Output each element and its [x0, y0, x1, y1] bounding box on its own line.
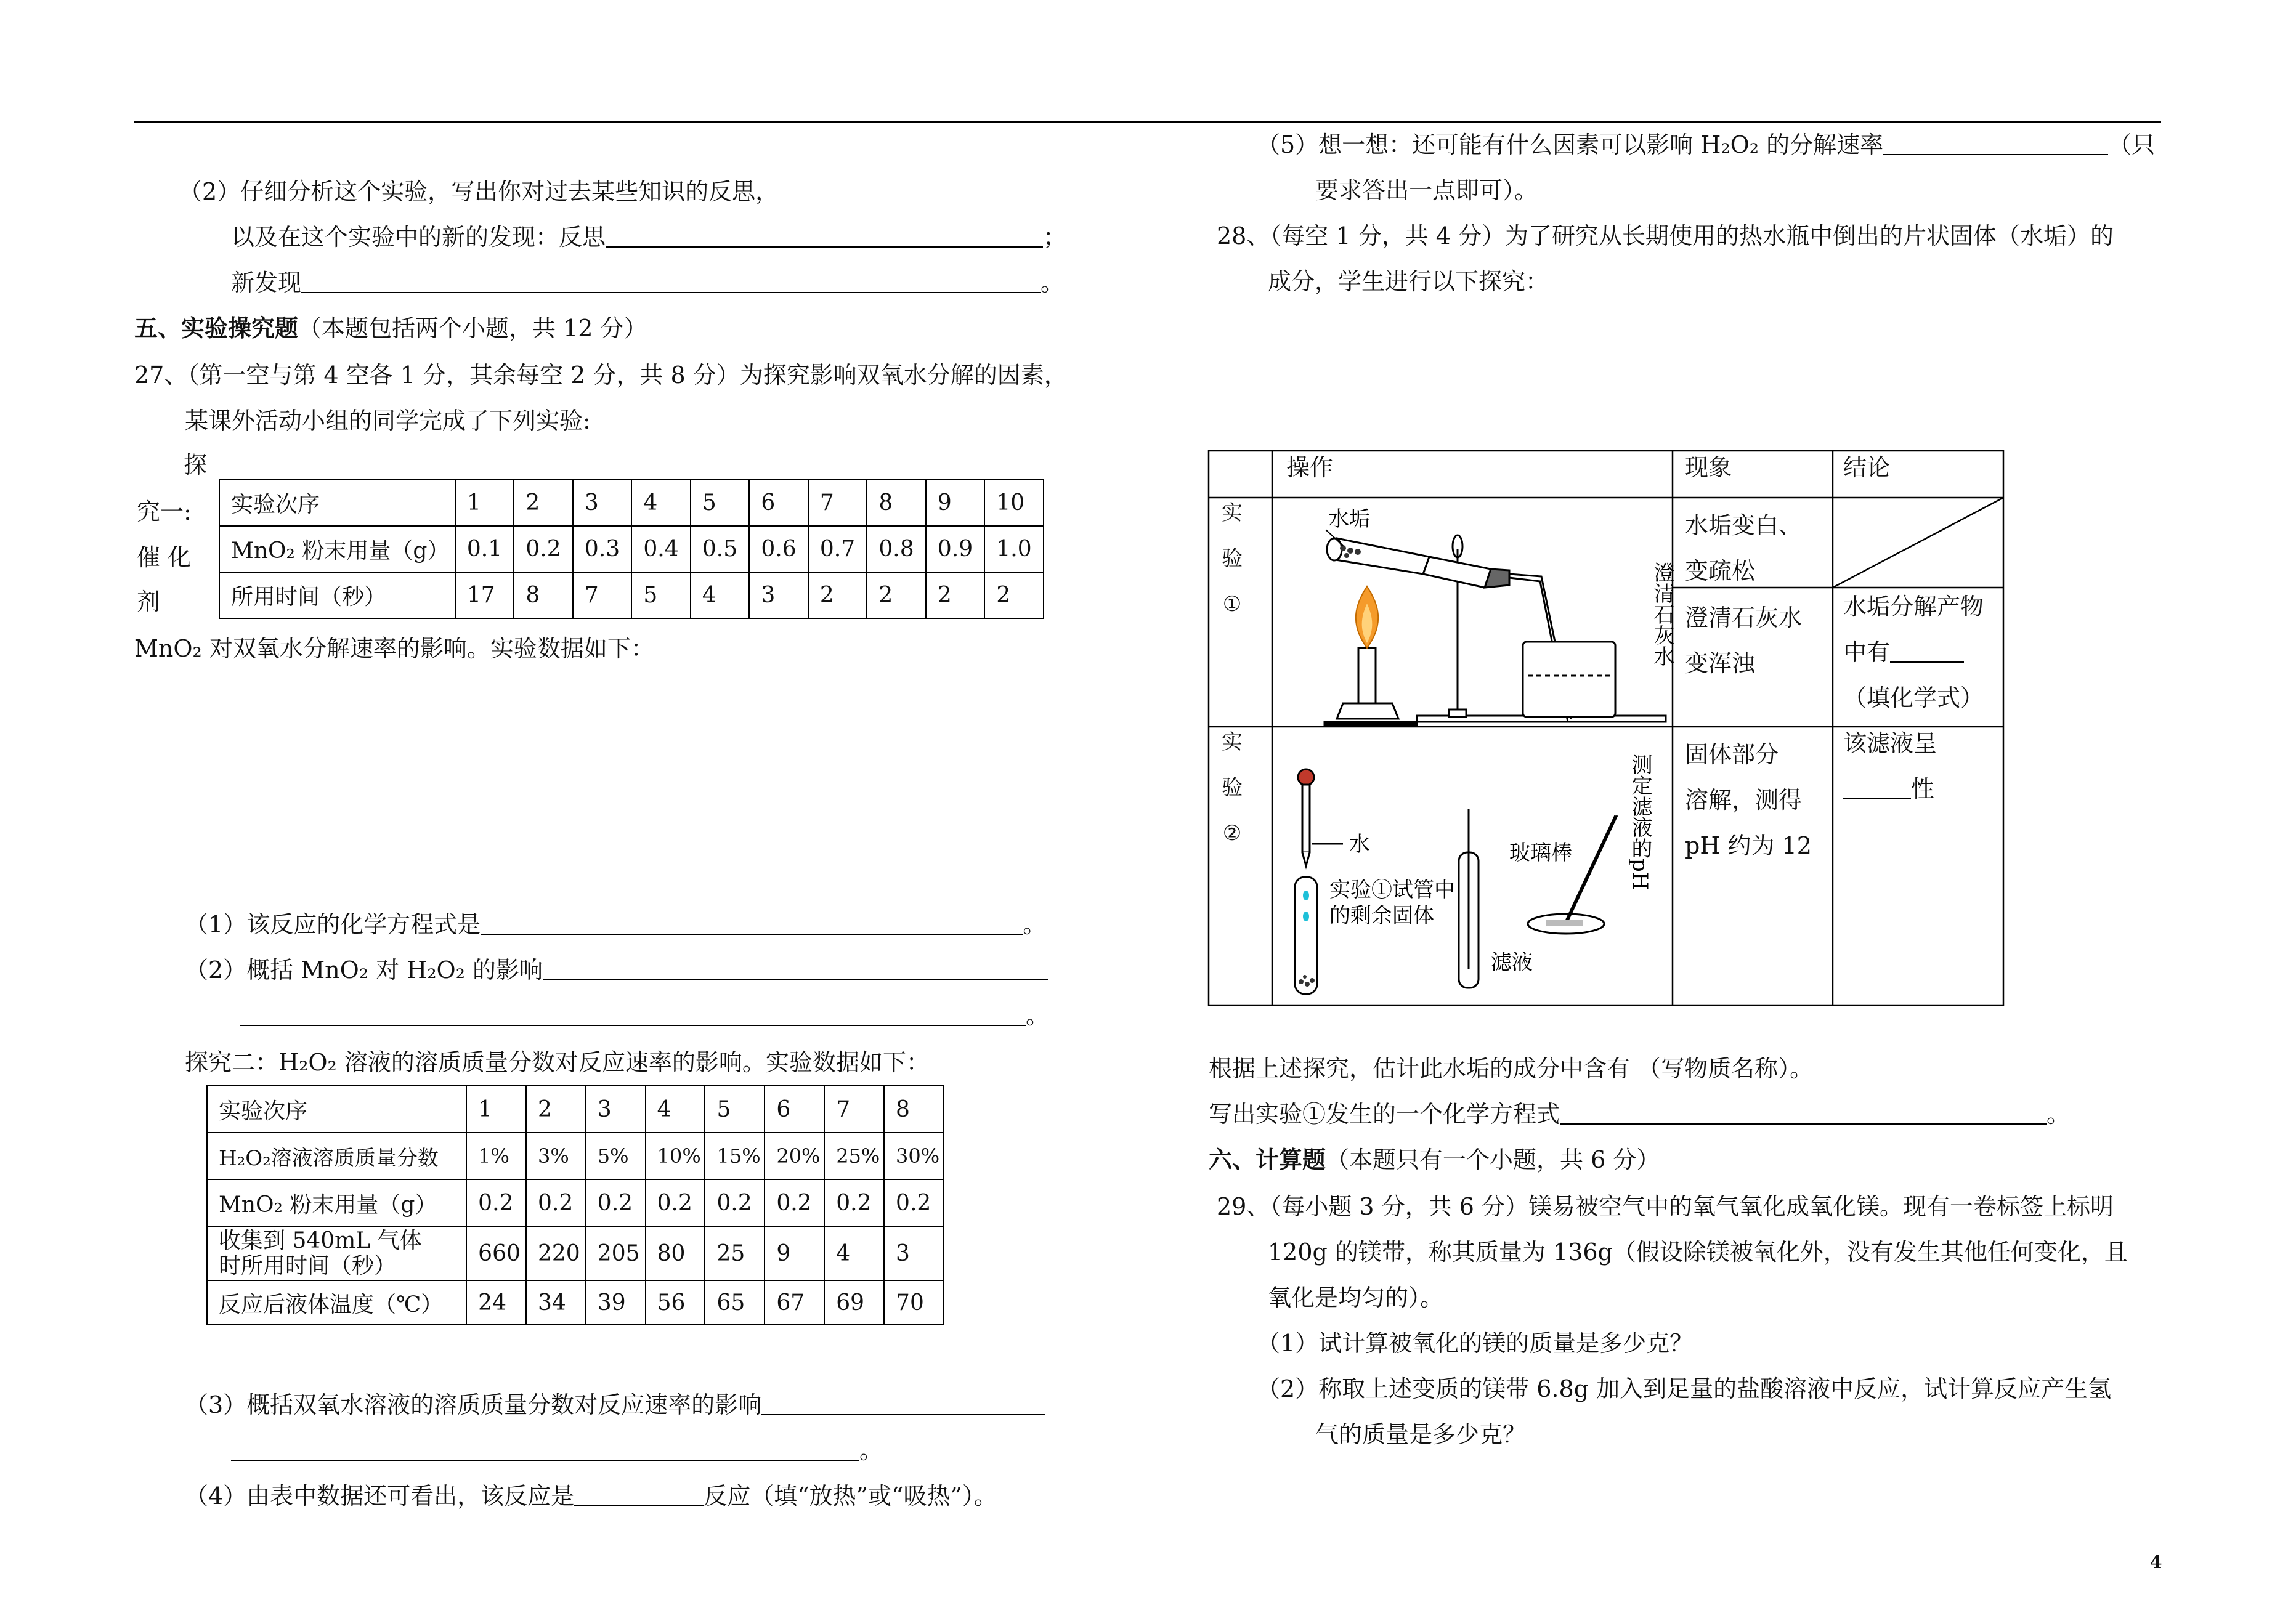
explore1-side-1: 探 [184, 451, 208, 479]
q29-2-line2: 气的质量是多少克？ [1315, 1421, 1527, 1448]
q27-1-label: （1）该反应的化学方程式是 [185, 911, 481, 938]
table-cell: 30% [884, 1133, 944, 1179]
ph-test-illustration [1275, 729, 1669, 1004]
table-cell: 56 [646, 1280, 705, 1325]
table-cell: 10 [984, 480, 1044, 526]
heating-apparatus-illustration [1275, 500, 1674, 726]
table-cell: 8 [514, 572, 573, 618]
explore1-side-4: 剂 [137, 588, 161, 615]
table-cell: 0.2 [466, 1179, 526, 1226]
section6-title: 六、计算题 [1209, 1146, 1326, 1173]
table-cell: 34 [526, 1280, 586, 1325]
exp1-phenomenon-a: 水垢变白、 变疏松 [1685, 512, 1803, 585]
table-cell: 70 [884, 1280, 944, 1325]
table-cell: 1% [466, 1133, 526, 1179]
exp2-label-2: 验 [1222, 775, 1243, 800]
table-cell: 9 [765, 1226, 824, 1280]
exp2-conclusion-a: 该滤液呈 [1843, 730, 1937, 757]
table-cell: H₂O₂溶液溶质质量分数 [207, 1133, 466, 1179]
table-cell: 2 [984, 572, 1044, 618]
ph-paper [1546, 920, 1583, 926]
table-cell: 1.0 [984, 526, 1044, 572]
q28-after2-label: 写出实验①发生的一个化学方程式 [1209, 1101, 1560, 1128]
table-cell: 0.8 [867, 526, 926, 572]
q27-3-label: （3）概括双氧水溶液的溶质质量分数对反应速率的影响 [185, 1391, 762, 1418]
table3-header-phenomenon: 现象 [1685, 454, 1732, 481]
exp1-label-3: ① [1222, 592, 1242, 616]
exp1-phenomenon-b: 澄清石灰水 变浑浊 [1685, 604, 1803, 677]
table-cell: 0.7 [808, 526, 867, 572]
table-cell: 2 [867, 572, 926, 618]
table-cell: 4 [691, 572, 750, 618]
q28-line2: 成分，学生进行以下探究： [1268, 268, 1549, 295]
section6-heading [1209, 1148, 1660, 1171]
q28-line1: 28、（每空 1 分，共 4 分）为了研究从长期使用的热水瓶中倒出的片状固体（水垢）的 [1217, 222, 2114, 249]
table-cell: 0.9 [926, 526, 985, 572]
tube-end [1327, 538, 1342, 560]
table-cell: 0.2 [824, 1179, 884, 1226]
period: 。 [1023, 911, 1047, 938]
table-cell: 15% [705, 1133, 765, 1179]
table-cell: 10% [646, 1133, 705, 1179]
exp1-label-1: 实 [1222, 501, 1243, 525]
explore1-after: MnO₂ 对双氧水分解速率的影响。实验数据如下： [134, 635, 654, 662]
q27-2-label: （2）概括 MnO₂ 对 H₂O₂ 的影响 [185, 956, 543, 984]
dropper-tip [1302, 852, 1310, 866]
table-cell: 4 [824, 1226, 884, 1280]
q29-2-line1: （2）称取上述变质的镁带 6.8g 加入到足量的盐酸溶液中反应，试计算反应产生氢 [1257, 1375, 2112, 1402]
exp1-conclusion-label: 中有 [1843, 639, 1891, 666]
period: 。 [1026, 1002, 1050, 1029]
explore1-side-3: 催 化 [137, 544, 192, 571]
table-cell: 660 [466, 1226, 526, 1280]
table-cell: 2 [926, 572, 985, 618]
table-cell: 所用时间（秒） [219, 572, 455, 618]
table-cell: 0.2 [884, 1179, 944, 1226]
table-cell: 0.5 [691, 526, 750, 572]
table-cell: 0.2 [705, 1179, 765, 1226]
q27-line2: 某课外活动小组的同学完成了下列实验: [185, 407, 591, 434]
table-cell: 8 [884, 1086, 944, 1133]
table-cell: 25 [705, 1226, 765, 1280]
table-cell: 3 [749, 572, 808, 618]
table-cell: 7 [824, 1086, 884, 1133]
section5-title: 五、实验操究题 [134, 315, 299, 342]
flame-icon [1356, 586, 1378, 648]
q27-4-label: （4）由表中数据还可看出，该反应是 [185, 1482, 575, 1510]
table-cell: 205 [586, 1226, 646, 1280]
q29-1: （1）试计算被氧化的镁的质量是多少克？ [1257, 1330, 1694, 1357]
table-cell: 220 [526, 1226, 586, 1280]
exp2-label-1: 实 [1222, 730, 1243, 754]
table-cell: 实验次序 [219, 480, 455, 526]
period: 。 [1041, 269, 1065, 296]
label-filtrate: 滤液 [1491, 950, 1533, 975]
stand-foot [1449, 709, 1466, 717]
exp1-conclusion-2 [1843, 641, 1964, 664]
ph-nature-blank[interactable] [1843, 777, 1911, 799]
label-residue-2: 的剩余固体 [1329, 903, 1434, 928]
table-cell: 0.4 [631, 526, 691, 572]
table-cell: 25% [824, 1133, 884, 1179]
table-cell: 80 [646, 1226, 705, 1280]
label-measure-ph: 测定滤液的pH [1628, 754, 1652, 891]
q27-5-tail: （只 [2108, 131, 2156, 158]
label-scale: 水垢 [1328, 507, 1370, 532]
table-cell: MnO₂ 粉末用量（g） [207, 1179, 466, 1226]
dropper-bulb [1298, 769, 1314, 785]
table-cell: 39 [586, 1280, 646, 1325]
q29-line3: 氧化是均匀的）。 [1268, 1284, 1444, 1311]
q27-5-line2: 要求答出一点即可）。 [1315, 177, 1538, 204]
label-water: 水 [1349, 832, 1370, 857]
lamp-base [1337, 703, 1398, 719]
table-cell: 1 [455, 480, 514, 526]
exp2-conclusion-b [1843, 777, 1934, 801]
table-cell: 1 [466, 1086, 526, 1133]
table-cell: 0.2 [765, 1179, 824, 1226]
q29-line2: 120g 的镁带，称其质量为 136g（假设除镁被氧化外，没有发生其他任何变化，且 [1268, 1239, 2128, 1266]
semicolon: ； [1043, 224, 1067, 251]
table-cell: 2 [808, 572, 867, 618]
label-limewater: 澄清石灰水 [1650, 562, 1674, 666]
table-cell: MnO₂ 粉末用量（g） [219, 526, 455, 572]
page-number: 4 [2150, 1552, 2162, 1572]
exp1-conclusion-1: 水垢分解产物 [1843, 593, 1984, 620]
table-cell: 4 [631, 480, 691, 526]
table-cell: 3 [884, 1226, 944, 1280]
table-cell: 3 [586, 1086, 646, 1133]
section6-note: （本题只有一个小题，共 6 分） [1326, 1146, 1660, 1173]
exp2-phenomenon: 固体部分 溶解，测得 pH 约为 12 [1685, 741, 1812, 860]
table-cell: 2 [514, 480, 573, 526]
table-cell: 反应后液体温度（℃） [207, 1280, 466, 1325]
explore1-side-2: 究一: [137, 498, 192, 525]
exp2-conclusion-tail: 性 [1911, 775, 1935, 802]
table-cell: 4 [646, 1086, 705, 1133]
table-cell: 67 [765, 1280, 824, 1325]
table-cell: 8 [867, 480, 926, 526]
table-cell: 0.6 [749, 526, 808, 572]
label-residue-1: 实验①试管中 [1329, 878, 1455, 902]
exp1-label-2: 验 [1222, 546, 1243, 571]
lamp-chimney [1358, 648, 1376, 703]
table-cell: 5 [631, 572, 691, 618]
label-glass-rod: 玻璃棒 [1509, 841, 1572, 865]
q27-5-label: （5）想一想：还可能有什么因素可以影响 H₂O₂ 的分解速率 [1257, 131, 1884, 158]
beaker [1523, 642, 1615, 717]
table-cell: 20% [765, 1133, 824, 1179]
q28-after1: 根据上述探究，估计此水垢的成分中含有 （写物质名称）。 [1209, 1055, 1814, 1082]
glass-rod-2-edge [1567, 815, 1617, 923]
table-cell: 收集到 540mL 气体 时所用时间（秒） [207, 1226, 466, 1280]
exp1-conclusion-3: （填化学式） [1843, 684, 1984, 711]
glass-rod-2 [1565, 815, 1615, 923]
table-cell: 0.2 [586, 1179, 646, 1226]
q26-2-reflection-label: 以及在这个实验中的新的发现：反思 [231, 224, 606, 251]
table-cell: 17 [455, 572, 514, 618]
period: 。 [859, 1437, 883, 1464]
table-cell: 5% [586, 1133, 646, 1179]
section5-note: （本题包括两个小题，共 12 分） [298, 315, 647, 342]
table-cell: 24 [466, 1280, 526, 1325]
table-cell: 0.3 [573, 526, 632, 572]
table-cell: 9 [926, 480, 985, 526]
q26-2-line1: （2）仔细分析这个实验，写出你对过去某些知识的反思， [179, 178, 779, 205]
table-cell: 7 [573, 572, 632, 618]
table-cell: 5 [691, 480, 750, 526]
table-cell: 7 [808, 480, 867, 526]
formula-blank[interactable] [1890, 641, 1964, 663]
lamp-stand [1324, 722, 1417, 726]
table-cell: 69 [824, 1280, 884, 1325]
q28-after2 [1209, 1102, 2070, 1126]
exp2-label-3: ② [1222, 821, 1242, 846]
table-cell: 实验次序 [207, 1086, 466, 1133]
period: 。 [2047, 1101, 2071, 1128]
table-cell: 0.1 [455, 526, 514, 572]
table-cell: 0.2 [526, 1179, 586, 1226]
table-cell: 3 [573, 480, 632, 526]
table-cell: 0.2 [646, 1179, 705, 1226]
table3-header-operation: 操作 [1286, 454, 1334, 481]
table-cell: 6 [765, 1086, 824, 1133]
explore2-title: 探究二：H₂O₂ 溶液的溶质质量分数对反应速率的影响。实验数据如下： [185, 1049, 930, 1076]
q26-2-discovery-label: 新发现 [231, 269, 302, 296]
q29-line1: 29、（每小题 3 分，共 6 分）镁易被空气中的氧气氧化成氧化镁。现有一卷标签上标明 [1217, 1193, 2114, 1220]
q27-4-tail: 反应（填“放热”或“吸热”）。 [704, 1482, 997, 1510]
table-cell: 5 [705, 1086, 765, 1133]
table-cell: 6 [749, 480, 808, 526]
q27-line1: 27、（第一空与第 4 空各 1 分，其余每空 2 分，共 8 分）为探究影响双氧水分解的因素， [134, 362, 1068, 389]
exp1-equation-blank[interactable] [1560, 1102, 2047, 1125]
table-cell: 3% [526, 1133, 586, 1179]
table-cell: 0.2 [514, 526, 573, 572]
table-cell: 65 [705, 1280, 765, 1325]
table-cell: 2 [526, 1086, 586, 1133]
dropper-tube [1302, 785, 1310, 852]
table3-header-conclusion: 结论 [1843, 454, 1891, 481]
